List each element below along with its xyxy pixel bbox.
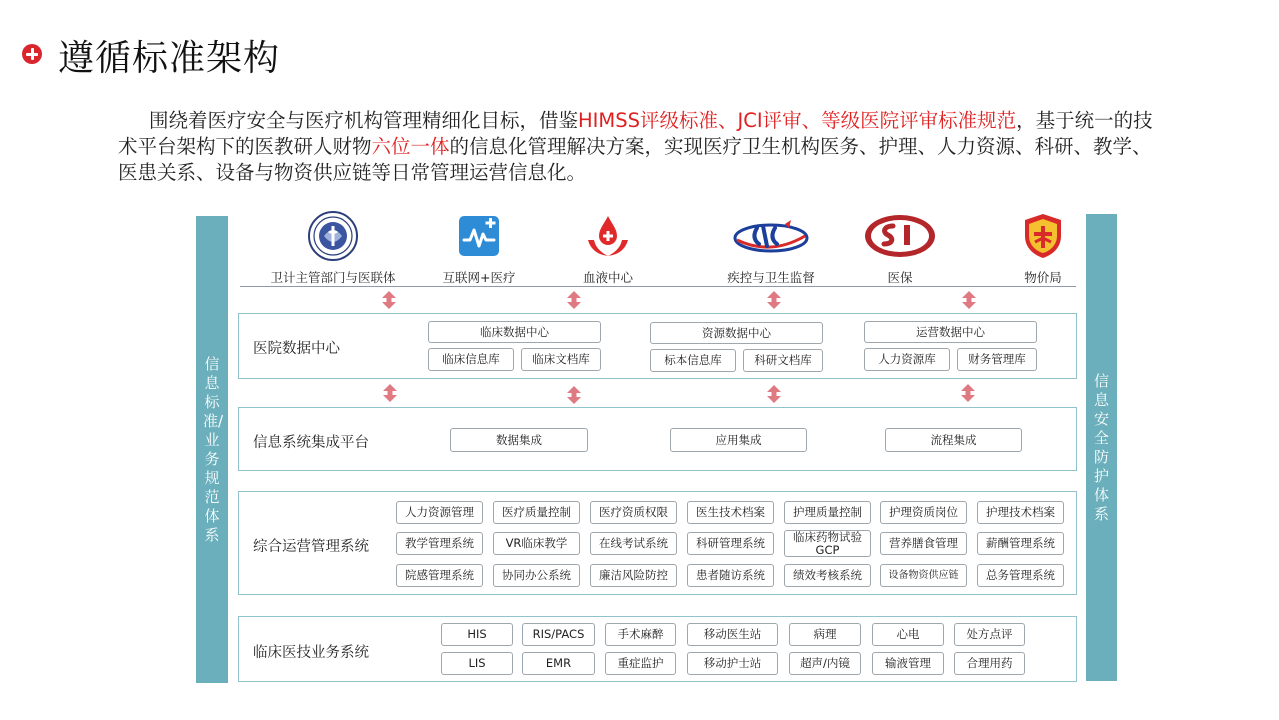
bidirectional-arrow-icon xyxy=(767,291,781,309)
operations-system-item: 绩效考核系统 xyxy=(784,564,871,587)
logo-cdc xyxy=(696,210,846,286)
clinical-system-item: 重症监护 xyxy=(605,652,676,675)
panel-label: 医院数据中心 xyxy=(253,341,340,357)
logo-label: 卫计主管部门与医联体 xyxy=(270,270,396,285)
page-title: 遵循标准架构 xyxy=(58,38,281,79)
clinical-system-item: 手术麻醉 xyxy=(605,623,676,646)
operations-system-item: 医生技术档案 xyxy=(687,501,774,524)
clinical-system-item: LIS xyxy=(441,652,513,675)
bidirectional-arrow-icon xyxy=(961,384,975,402)
data-center-group-title: 运营数据中心 xyxy=(864,321,1037,343)
clinical-system-item: 病理 xyxy=(789,623,861,646)
bidirectional-arrow-icon xyxy=(382,291,396,309)
logo-label: 互联网+医疗 xyxy=(442,270,516,285)
logo-health-commission xyxy=(258,210,408,286)
logo-label: 物价局 xyxy=(1024,270,1062,285)
bidirectional-arrow-icon xyxy=(567,386,581,404)
operations-system-item: 护理质量控制 xyxy=(784,501,871,524)
operations-system-item: 医疗资质权限 xyxy=(590,501,677,524)
clinical-system-item: 合理用药 xyxy=(954,652,1025,675)
panel-label: 综合运营管理系统 xyxy=(253,539,369,555)
integration-item: 流程集成 xyxy=(885,428,1022,452)
internet-health-icon xyxy=(453,210,505,262)
logo-label: 疾控与卫生监督 xyxy=(727,270,815,285)
plus-circle-icon xyxy=(22,44,42,64)
bidirectional-arrow-icon xyxy=(383,384,397,402)
operations-system-item: 科研管理系统 xyxy=(687,532,774,555)
operations-system-item: 医疗质量控制 xyxy=(493,501,580,524)
price-bureau-emblem-icon xyxy=(1017,210,1069,262)
logo-price-bureau xyxy=(968,210,1118,286)
data-center-item: 人力资源库 xyxy=(864,348,950,371)
data-center-group-title: 临床数据中心 xyxy=(428,321,601,343)
external-institutions-row xyxy=(240,210,1076,286)
medical-insurance-logo-icon xyxy=(860,210,940,262)
clinical-system-item: RIS/PACS xyxy=(522,623,595,646)
bidirectional-arrow-icon xyxy=(567,291,581,309)
operations-system-item: 人力资源管理 xyxy=(396,501,483,524)
bidirectional-arrow-icon xyxy=(767,385,781,403)
data-center-item: 标本信息库 xyxy=(650,349,736,372)
operations-system-item: 总务管理系统 xyxy=(977,564,1064,587)
data-center-item: 临床信息库 xyxy=(428,348,514,371)
integration-item: 数据集成 xyxy=(450,428,588,452)
operations-system-item: 在线考试系统 xyxy=(590,532,677,555)
operations-system-item: 临床药物试验GCP xyxy=(784,530,871,557)
operations-system-item: 廉洁风险防控 xyxy=(590,564,677,587)
clinical-system-item: 输液管理 xyxy=(872,652,944,675)
operations-system-item: 护理技术档案 xyxy=(977,501,1064,524)
operations-system-item: 护理资质岗位 xyxy=(880,501,967,524)
logo-internet-health xyxy=(404,210,554,286)
integration-item: 应用集成 xyxy=(670,428,807,452)
intro-text-3: 的信息化管理解决方案，实现医疗卫生机构医务、护理、人力资源、科研、教学、医患关系、设备与物资供应链等日常管理运营信息化。 xyxy=(118,135,1152,184)
panel-label: 信息系统集成平台 xyxy=(253,435,369,451)
clinical-system-item: 移动医生站 xyxy=(687,623,778,646)
clinical-systems-panel xyxy=(238,616,1077,682)
clinical-system-item: 处方点评 xyxy=(954,623,1025,646)
logo-label: 医保 xyxy=(887,270,913,285)
operations-management-panel xyxy=(238,491,1077,595)
clinical-system-item: 心电 xyxy=(872,623,944,646)
divider-line xyxy=(240,286,1076,287)
data-center-item: 财务管理库 xyxy=(957,348,1037,371)
info-standard-bar-label: 信息标准/业务规范体系 xyxy=(203,354,224,544)
operations-system-item: VR临床教学 xyxy=(493,532,580,555)
intro-text-1: 围绕着医疗安全与医疗机构管理精细化目标，借鉴 xyxy=(149,109,579,132)
operations-system-item: 教学管理系统 xyxy=(396,532,483,555)
operations-system-item: 营养膳食管理 xyxy=(880,532,967,555)
hospital-data-center-panel xyxy=(238,313,1077,379)
data-center-item: 科研文档库 xyxy=(743,349,823,372)
logo-label: 血液中心 xyxy=(582,270,633,285)
data-center-item: 临床文档库 xyxy=(521,348,601,371)
blood-center-icon xyxy=(582,210,634,262)
intro-highlight-standards: HIMSS评级标准、JCI评审、等级医院评审标准规范 xyxy=(578,109,1017,132)
operations-system-item: 协同办公系统 xyxy=(493,564,580,587)
clinical-system-item: EMR xyxy=(522,652,595,675)
operations-system-item: 患者随访系统 xyxy=(687,564,774,587)
bidirectional-arrow-icon xyxy=(962,291,976,309)
intro-text-2: ，基于统一的技术平台架构下的医教研人财物 xyxy=(118,109,1153,158)
logo-medical-insurance xyxy=(825,210,975,286)
cdc-logo-icon xyxy=(731,210,811,262)
clinical-system-item: 移动护士站 xyxy=(687,652,778,675)
data-center-group-title: 资源数据中心 xyxy=(650,322,823,344)
operations-system-item: 设备物资供应链 xyxy=(880,564,967,587)
intro-paragraph xyxy=(118,108,1168,186)
health-commission-emblem-icon xyxy=(307,210,359,262)
integration-platform-panel xyxy=(238,407,1077,471)
intro-highlight-six-in-one: 六位一体 xyxy=(371,135,450,158)
info-security-bar-label: 信息安全防护体系 xyxy=(1093,371,1109,523)
operations-system-item: 院感管理系统 xyxy=(396,564,483,587)
operations-system-item: 薪酬管理系统 xyxy=(977,532,1064,555)
clinical-system-item: 超声/内镜 xyxy=(789,652,861,675)
clinical-system-item: HIS xyxy=(441,623,513,646)
logo-blood-center xyxy=(533,210,683,286)
panel-label: 临床医技业务系统 xyxy=(253,645,369,661)
info-standard-bar xyxy=(196,216,228,683)
